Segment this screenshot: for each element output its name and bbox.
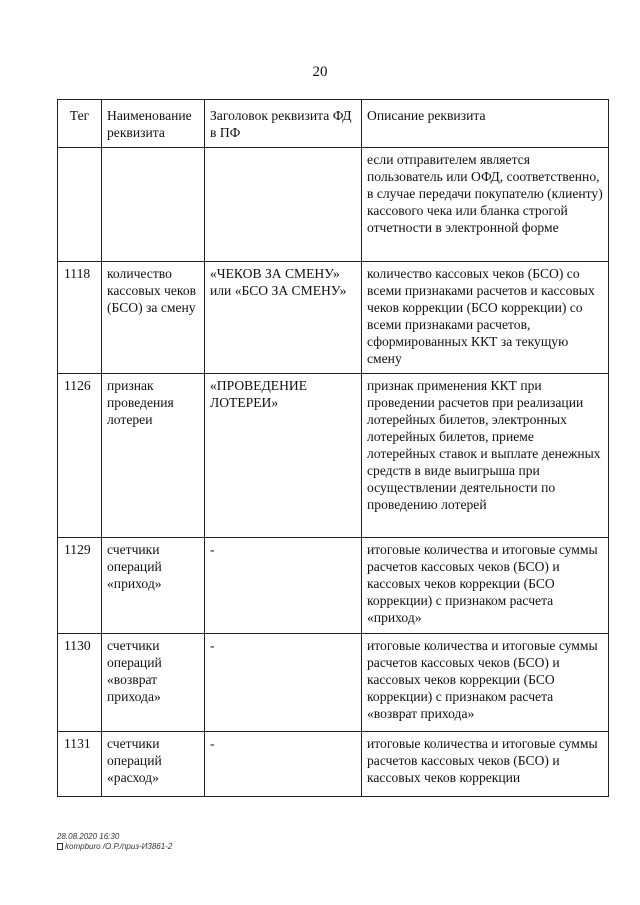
cell-header: - xyxy=(205,538,362,634)
cell-name: признак проведения лотереи xyxy=(102,374,205,538)
cell-description: количество кассовых чеков (БСО) со всеми признаками расчетов и кассовых чеков коррекции (БСО коррекции) со всеми признаками расчетов, сформированных ККТ за текущую смену xyxy=(362,262,609,374)
table-row xyxy=(58,538,609,634)
cell-header xyxy=(205,148,362,262)
page-number: 20 xyxy=(312,64,328,80)
table-row xyxy=(58,732,609,797)
cell-tag: 1126 xyxy=(58,374,102,538)
footer-doc-ref: kompburo /О.Р./приз-И3861-2 xyxy=(65,842,173,851)
footer-stamp xyxy=(57,832,172,852)
cell-tag: 1130 xyxy=(58,634,102,732)
cell-description: итоговые количества и итоговые суммы расчетов кассовых чеков (БСО) и кассовых чеков коррекции (БСО коррекции) с признаком расчета «приход» xyxy=(362,538,609,634)
footer-doc-line xyxy=(57,842,172,852)
cell-description: если отправителем является пользователь или ОФД, соответственно, в случае передачи покупателю (клиенту) кассового чека или бланка строгой отчетности в электронной форме xyxy=(362,148,609,262)
table-row xyxy=(58,262,609,374)
cell-header: «ЧЕКОВ ЗА СМЕНУ» или «БСО ЗА СМЕНУ» xyxy=(205,262,362,374)
footer-date: 28.08.2020 16:30 xyxy=(57,832,120,841)
document-icon xyxy=(57,843,63,850)
requisites-table xyxy=(57,99,609,797)
cell-header: - xyxy=(205,634,362,732)
table-row xyxy=(58,634,609,732)
cell-name: счетчики операций «возврат прихода» xyxy=(102,634,205,732)
cell-name: количество кассовых чеков (БСО) за смену xyxy=(102,262,205,374)
table-row xyxy=(58,148,609,262)
cell-name: счетчики операций «приход» xyxy=(102,538,205,634)
header-name: Наименование реквизита xyxy=(102,100,205,148)
cell-tag xyxy=(58,148,102,262)
cell-tag: 1118 xyxy=(58,262,102,374)
cell-description: итоговые количества и итоговые суммы расчетов кассовых чеков (БСО) и кассовых чеков коррекции (БСО коррекции) с признаком расчета «возврат прихода» xyxy=(362,634,609,732)
header-title: Заголовок реквизита ФД в ПФ xyxy=(205,100,362,148)
cell-tag: 1129 xyxy=(58,538,102,634)
cell-tag: 1131 xyxy=(58,732,102,797)
cell-name xyxy=(102,148,205,262)
cell-header: - xyxy=(205,732,362,797)
header-description: Описание реквизита xyxy=(362,100,609,148)
table-row xyxy=(58,374,609,538)
cell-name: счетчики операций «расход» xyxy=(102,732,205,797)
table-header-row xyxy=(58,100,609,148)
header-tag: Тег xyxy=(58,100,102,148)
cell-description: признак применения ККТ при проведении расчетов при реализации лотерейных билетов, электронных лотерейных билетов, приеме лотерейных ставок и выплате денежных средств в виде выигрыша при осуществлении деятельности по проведению лотерей xyxy=(362,374,609,538)
cell-header: «ПРОВЕДЕНИЕ ЛОТЕРЕИ» xyxy=(205,374,362,538)
cell-description: итоговые количества и итоговые суммы расчетов кассовых чеков (БСО) и кассовых чеков коррекции xyxy=(362,732,609,797)
